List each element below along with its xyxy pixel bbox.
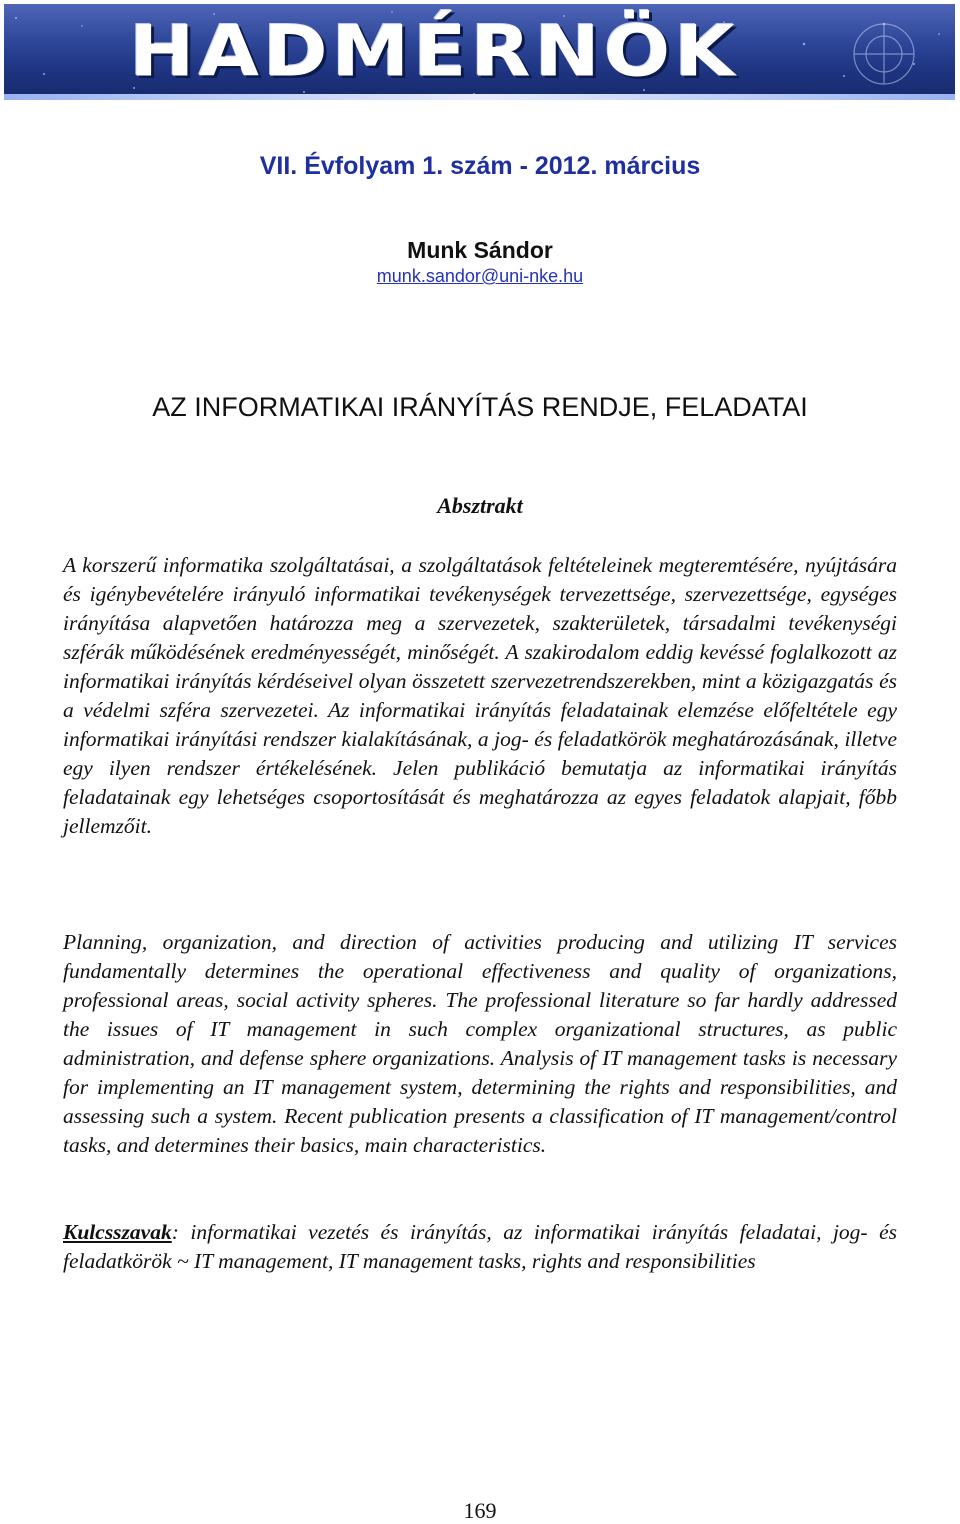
journal-name: HADMÉRNÖK — [129, 11, 739, 93]
page-number: 169 — [463, 1498, 497, 1523]
keywords-text: : informatikai vezetés és irányítás, az informatikai irányítás feladatai, jog- és feladatkörök ~ IT management, IT management tasks, rights and responsibilities — [63, 1220, 897, 1273]
keywords-label: Kulcsszavak — [63, 1220, 172, 1244]
abstract-heading: Absztrakt — [437, 493, 523, 518]
keywords-paragraph — [63, 1218, 897, 1276]
journal-banner — [4, 4, 955, 100]
author-email-link[interactable]: munk.sandor@uni-nke.hu — [376, 266, 584, 286]
author-name: Munk Sándor — [407, 237, 553, 263]
paper-title: AZ INFORMATIKAI IRÁNYÍTÁS RENDJE, FELADATAI — [152, 392, 808, 422]
issue-line: VII. Évfolyam 1. szám - 2012. március — [259, 152, 701, 180]
abstract-hungarian: A korszerű informatika szolgáltatásai, a szolgáltatások feltételeinek megteremtésére, nyújtására és igénybevételére irányuló informatikai tevékenységek tervezettsége, szervezettsége, egységes irányítása alapvetően határozza meg a szervezetek, szakterületek, társadalmi tevékenységi szférák működésének eredményességét, minőségét. A szakirodalom eddig kevéssé foglalkozott az informatikai irányítás kérdéseivel olyan összetett szervezetrendszerekben, mint a közigazgatás és a védelmi szféra szervezetei. Az informatikai irányítás feladatainak elemzése előfeltétele egy informatikai irányítási rendszer kialakításának, a jog- és feladatkörök meghatározásának, illetve egy ilyen rendszer értékelésének. Jelen publikáció bemutatja az informatikai irányítás feladatainak egy lehetséges csoportosítását és meghatározza az egyes feladatok alapjait, főbb jellemzőit. — [63, 553, 897, 838]
banner-underline — [4, 94, 955, 100]
abstract-english: Planning, organization, and direction of activities producing and utilizing IT services fundamentally determines the operational effectiveness and quality of organizations, professional areas, social activity spheres. The professional literature so far hardly addressed the issues of IT management in such complex organizational structures, as public administration, and defense sphere organizations. Analysis of IT management tasks is necessary for implementing an IT management system, determining the rights and responsibilities, and assessing such a system. Recent publication presents a classification of IT management/control tasks, and determines their basics, main characteristics. — [63, 930, 897, 1157]
